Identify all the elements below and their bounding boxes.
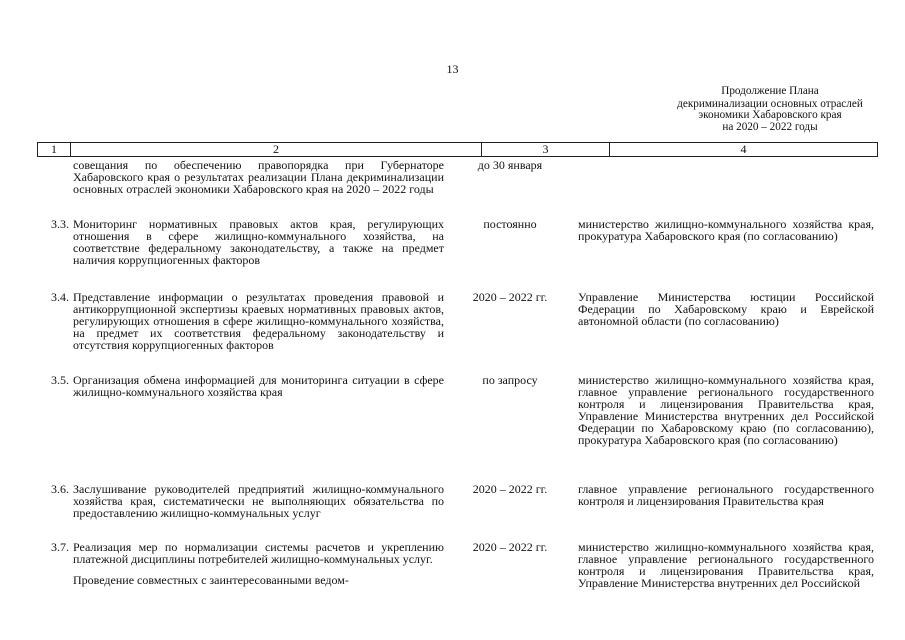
row-action	[73, 541, 444, 586]
row-executor: министерство жилищно-коммунального хозяйства края, прокуратура Хабаровского края (по согласованию)	[578, 217, 874, 243]
row-term: 2020 – 2022 гг.	[472, 290, 548, 304]
row-term: до 30 января	[477, 158, 543, 172]
header-col-1: 1	[38, 143, 71, 157]
row-number: 3.7.	[51, 540, 69, 554]
row-term: постоянно	[483, 217, 537, 231]
row-number: 3.4.	[51, 290, 69, 304]
row-action-text: Реализация мер по нормализации системы расчетов и укреплению платежной дисциплины потребителей жилищно-коммунальных услуг.	[73, 540, 444, 566]
page-number: 13	[446, 62, 459, 76]
row-number: 3.6.	[51, 482, 69, 496]
row-action-text-extra: Проведение совместных с заинтересованными ведом-	[73, 573, 349, 587]
row-executor: министерство жилищно-коммунального хозяйства края, главное управление регионального государственного контроля и лицензирования Правительства края, Управление Министерства внутренних дел Российской	[578, 540, 874, 590]
row-action: Мониторинг нормативных правовых актов края, регулирующих отношения в сфере жилищно-коммунального хозяйства, на соответствие федеральному законодательству, а также на предмет наличия коррупциогенных факторов	[73, 217, 444, 267]
row-term: 2020 – 2022 гг.	[472, 540, 548, 554]
row-executor: Управление Министерства юстиции Российской Федерации по Хабаровскому краю и Еврейской автономной области (по согласованию)	[578, 290, 874, 328]
header-col-3: 3	[482, 143, 610, 157]
row-executor: главное управление регионального государственного контроля и лицензирования Правительства края	[578, 482, 874, 508]
row-number: 3.5.	[51, 373, 69, 387]
header-col-2: 2	[71, 143, 482, 157]
continuation-heading	[640, 86, 900, 133]
row-action: Представление информации о результатах проведения правовой и антикоррупционной экспертизы краевых нормативных правовых актов, регулирующих отношения в сфере жилищно-коммунального хозяйства, на предмет их соответствия федеральному законодательству и отсутствия коррупциогенных факторов	[73, 290, 444, 352]
row-action: Организация обмена информацией для мониторинга ситуации в сфере жилищно-коммунального хозяйства края	[73, 373, 444, 399]
table-header	[37, 142, 878, 157]
continuation-line: экономики Хабаровского края	[698, 109, 842, 121]
row-action: совещания по обеспечению правопорядка при Губернаторе Хабаровского края о результатах реализации Плана декриминализации основных отраслей экономики Хабаровского края на 2020 – 2022 годы	[73, 158, 444, 196]
continuation-line: декриминализации основных отраслей	[677, 97, 863, 110]
continuation-line: Продолжение Плана	[721, 85, 819, 97]
continuation-line: на 2020 – 2022 годы	[722, 120, 818, 133]
row-executor: министерство жилищно-коммунального хозяйства края, главное управление регионального государственного контроля и лицензирования Правительства края, Управление Министерства внутренних дел Российской Федерации по Хабаровскому краю (по согласованию), прокуратура Хабаровского края (по согласованию)	[578, 373, 874, 447]
header-col-4: 4	[610, 143, 878, 157]
row-term: 2020 – 2022 гг.	[472, 482, 548, 496]
row-action: Заслушивание руководителей предприятий жилищно-коммунального хозяйства края, систематически не выполняющих обязательства по предоставлению жилищно-коммунальных услуг	[73, 482, 444, 520]
row-number: 3.3.	[51, 217, 69, 231]
row-term: по запросу	[482, 373, 538, 387]
